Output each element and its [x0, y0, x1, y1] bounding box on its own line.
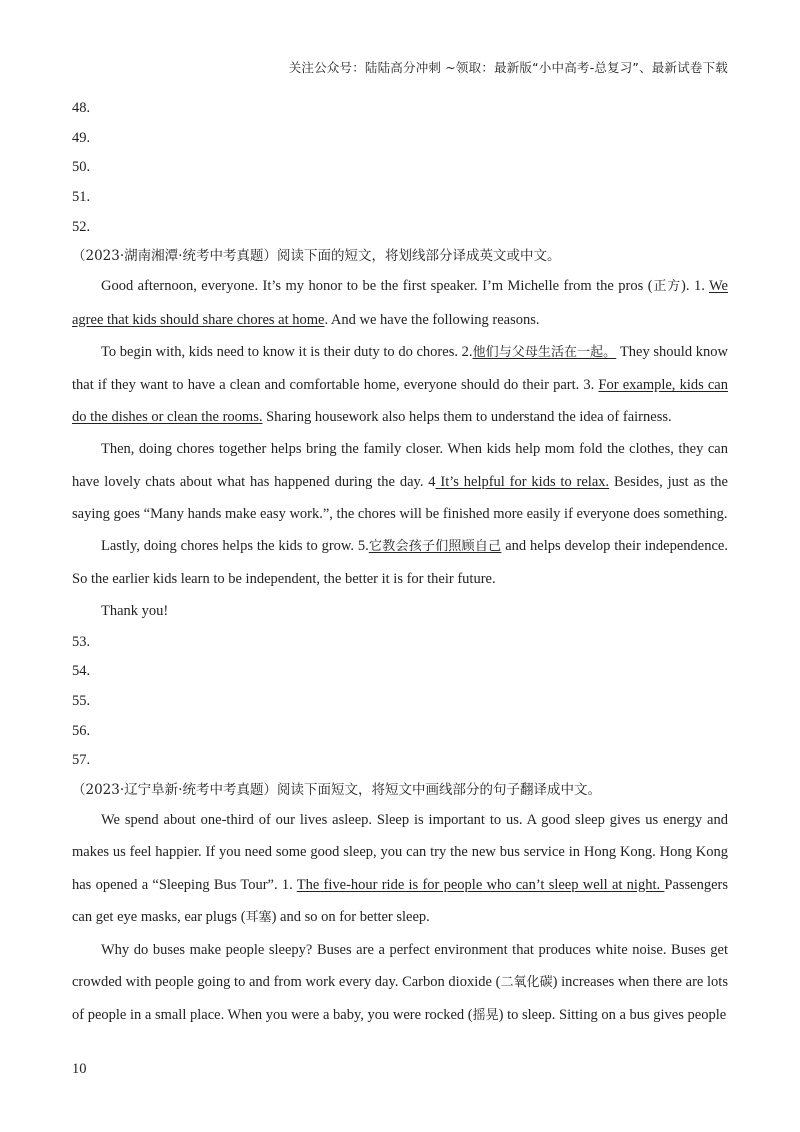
section2-paragraph-2: Why do buses make people sleepy? Buses are a perfect environment that produces white noise. Buses get crowded with people going to and from work every day. Carbon dioxide (二氧化碳) increases when there are lots of people in a small place. When you were a baby, you were rocked (摇晃) to sleep. Sitting on a bus gives people [72, 941, 728, 1024]
underlined-sentence-3: For example, kids can do the dishes or clean the rooms. [72, 377, 728, 426]
answer-number-list-b [72, 628, 728, 776]
underlined-sentence-2: 他们与父母生活在一起。 [472, 344, 617, 360]
section1-paragraph-3: Then, doing chores together helps bring the family closer. When kids help mom fold the clothes, they can have lovely chats about what has happened during the day. 4 It’s helpful for kids to relax. Besides, just as the saying goes “Many hands make easy work.”, the chores will be finished more easily if everyone does something. [72, 441, 728, 522]
answer-number: 50. [72, 159, 91, 176]
answer-number: 56. [72, 722, 91, 739]
underlined-sentence-4: It’s helpful for kids to relax. [435, 473, 610, 490]
answer-number: 52. [72, 218, 91, 235]
section1-closing: Thank you! [101, 603, 169, 620]
section1-paragraph-2: To begin with, kids need to know it is their duty to do chores. 2.他们与父母生活在一起。 They should know that if they want to have a clean and comfortable home, everyone should do their part. 3. For example, kids can do the dishes or clean the rooms. Sharing housework also helps them to understand the idea of fairness. [72, 343, 728, 426]
page-header: 关注公众号：陆陆高分冲刺 ~领取：最新版“小中高考-总复习”、最新试卷下载 [288, 60, 728, 75]
answer-number: 55. [72, 693, 91, 710]
section2-paragraph-1: We spend about one-third of our lives asleep. Sleep is important to us. A good sleep gives us energy and makes us feel happier. If you need some good sleep, you can try the new bus service in Hong Kong. Hong Kong has opened a “Sleeping Bus Tour”. 1. The five-hour ride is for people who can’t sleep well at night. Passengers can get eye masks, ear plugs (耳塞) and so on for better sleep. [72, 812, 729, 925]
document-body [72, 94, 728, 1033]
underlined-sentence-5: 它教会孩子们照顾自己 [368, 539, 502, 555]
answer-number-list-a [72, 94, 728, 242]
answer-number: 49. [72, 129, 91, 146]
section1-paragraph-4: Lastly, doing chores helps the kids to grow. 5.它教会孩子们照顾自己 and helps develop their independence. So the earlier kids learn to be independent, the better it is for their future. [72, 538, 728, 588]
section1-instruction: （2023·湖南湘潭·统考中考真题）阅读下面的短文，将划线部分译成英文或中文。 [72, 248, 561, 265]
answer-number: 54. [72, 663, 91, 680]
answer-number: 53. [72, 633, 91, 650]
answer-number: 57. [72, 752, 91, 769]
underlined-sentence-1: The five-hour ride is for people who can’t sleep well at night. [296, 876, 665, 893]
section2-instruction: （2023·辽宁阜新·统考中考真题）阅读下面短文，将短文中画线部分的句子翻译成中文。 [72, 782, 601, 799]
answer-number: 51. [72, 189, 91, 206]
answer-number: 48. [72, 100, 91, 116]
underlined-sentence-1: We agree that kids should share chores at home [72, 278, 728, 328]
page-number: 10 [72, 1061, 87, 1077]
section1-paragraph-1: Good afternoon, everyone. It’s my honor to be the first speaker. I’m Michelle from the pros (正方). 1. We agree that kids should share chores at home. And we have the following reasons. [72, 278, 728, 328]
